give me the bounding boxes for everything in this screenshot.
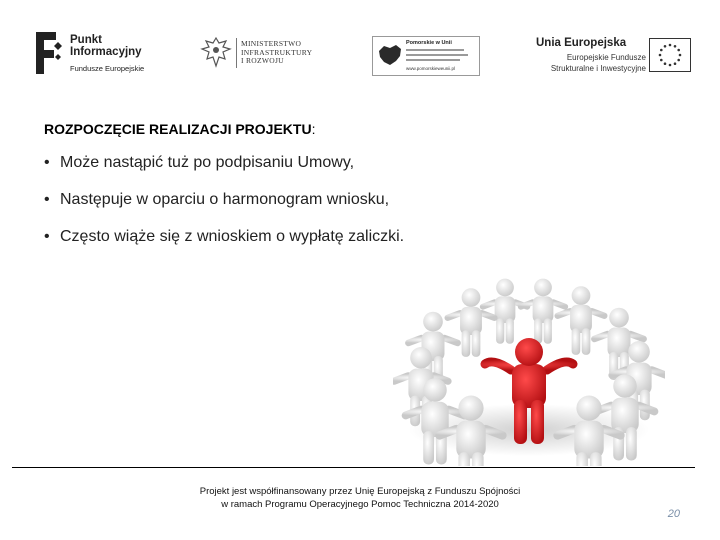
pomorskie-title: Pomorskie w Unii — [406, 40, 452, 46]
bullet-symbol: • — [44, 228, 50, 245]
team-circle-illustration — [393, 260, 665, 466]
white-figure — [558, 286, 605, 355]
bullet-symbol: • — [44, 191, 50, 208]
bullet-text: Następuje w oparciu o harmonogram wniosku, — [60, 191, 390, 208]
ministerstwo-line1: MINISTERSTWO — [241, 39, 302, 48]
footer-line2: w ramach Programu Operacyjnego Pomoc Techniczna 2014-2020 — [221, 499, 499, 510]
white-figure — [448, 288, 495, 357]
slide-heading — [44, 121, 315, 137]
eu-flag-icon — [649, 38, 691, 72]
bullet-list — [44, 152, 404, 263]
footer-text — [160, 485, 560, 511]
bullet-item — [44, 189, 404, 226]
pomorskie-logo — [372, 36, 480, 76]
punkt-line3: Fundusze Europejskie — [70, 64, 145, 73]
unia-name: Unia Europejska — [536, 37, 627, 49]
eagle-emblem-icon — [200, 36, 232, 70]
slide-heading-colon: : — [311, 121, 316, 137]
bullet-symbol: • — [44, 154, 50, 171]
fe-star-icon — [34, 30, 64, 76]
footer-line1: Projekt jest współfinansowany przez Unię Europejską z Funduszu Spójności — [199, 486, 521, 497]
ministerstwo-line2: INFRASTRUKTURY — [241, 47, 313, 57]
bullet-text: Często wiąże się z wnioskiem o wypłatę zaliczki. — [60, 228, 405, 245]
slide-heading-text: ROZPOCZĘCIE REALIZACJI PROJEKTU — [44, 121, 312, 137]
punkt-line2: Informacyjny — [70, 46, 142, 58]
logo-bar — [0, 0, 720, 95]
ministerstwo-logo — [200, 28, 330, 78]
pomorskie-url: www.pomorskieweunii.pl — [406, 66, 456, 71]
punkt-informacyjny-logo — [34, 28, 164, 78]
white-figure — [521, 279, 565, 344]
unia-sub2: Strukturalne i Inwestycyjne — [550, 64, 646, 73]
bullet-item — [44, 152, 404, 189]
pomorskie-map-icon — [376, 41, 404, 69]
bullet-text: Może nastąpić tuż po podpisaniu Umowy, — [60, 154, 355, 171]
unia-sub1: Europejskie Fundusze — [566, 53, 646, 62]
unia-europejska-logo — [520, 28, 695, 78]
footer-divider — [12, 467, 695, 468]
white-figure — [483, 279, 527, 344]
logo-separator — [236, 38, 237, 68]
page-number: 20 — [667, 508, 680, 520]
punkt-line1: Punkt — [70, 34, 102, 46]
bullet-item — [44, 226, 404, 263]
pomorskie-text-line — [406, 49, 464, 51]
ministerstwo-line3: I ROZWOJU — [241, 56, 284, 65]
pomorskie-text-line — [406, 59, 460, 61]
ministerstwo-text — [241, 40, 312, 66]
pomorskie-text-line — [406, 54, 468, 56]
